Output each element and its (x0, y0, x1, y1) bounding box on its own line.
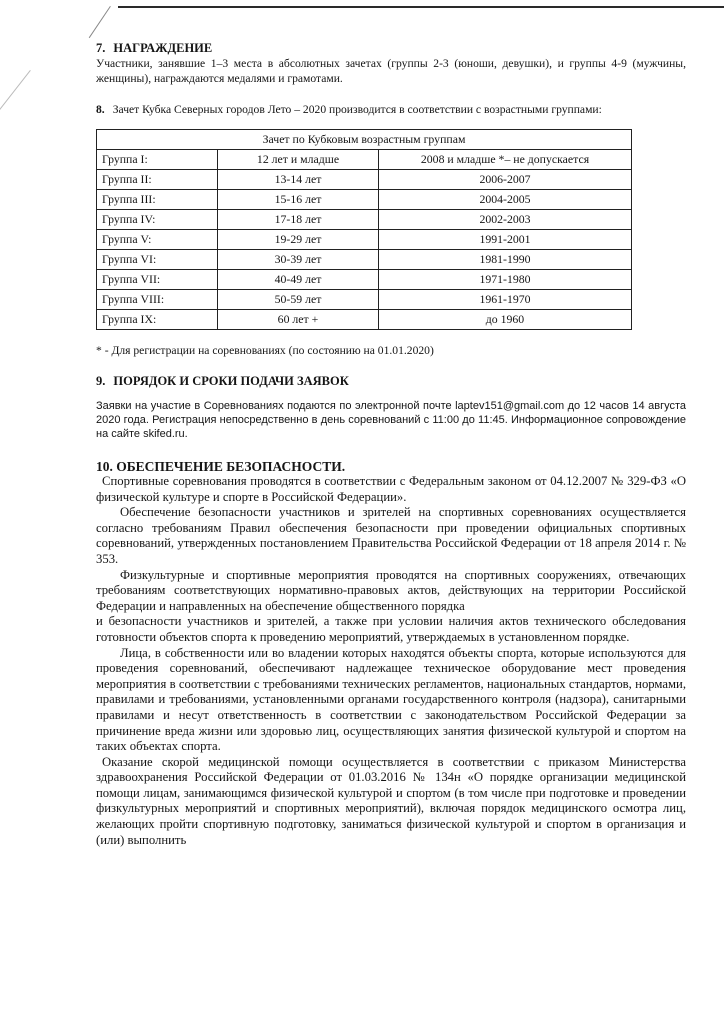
section-10-paragraph-2: Обеспечение безопасности участников и зрителей на спортивных соревнованиях осуществляется согласно требованиям Правил обеспечения безопасности при проведении официальных спортивных соревнований, утвержденных постановлением Правительства Российской Федерации от 18 апреля 2014 г. № 353. (96, 505, 686, 566)
scan-edge-line (118, 6, 724, 8)
section-8-text: Зачет Кубка Северных городов Лето – 2020 производится в соответствии с возрастными группами: (112, 103, 602, 116)
section-9 (96, 374, 686, 441)
section-10-paragraph-5: Оказание скорой медицинской помощи осуществляется в соответствии с приказом Министерства здравоохранения Российской Федерации от 01.03.2016 № 134н «О порядке организации медицинской помощи лицам, занимающимся физической культурой и спортом (в том числе при подготовке и проведении физкультурных мероприятий и спортивных мероприятий), включая порядок медицинского осмотра лиц, желающих пройти спортивную подготовку, заниматься физической культурой и спортом в организация и (или) выполнить (96, 754, 686, 847)
table-row (97, 170, 632, 190)
table-row (97, 210, 632, 230)
section-7-title: НАГРАЖДЕНИЕ (113, 41, 213, 55)
years-cell: 2006-2007 (379, 170, 632, 190)
group-cell: Группа V: (97, 230, 218, 250)
age-cell: 12 лет и младше (218, 150, 379, 170)
years-cell: 1981-1990 (379, 250, 632, 270)
age-groups-table (96, 129, 632, 330)
table-row (97, 230, 632, 250)
section-10 (96, 459, 686, 848)
table-row (97, 310, 632, 330)
years-cell: 1961-1970 (379, 290, 632, 310)
group-cell: Группа IX: (97, 310, 218, 330)
section-10-heading: 10. ОБЕСПЕЧЕНИЕ БЕЗОПАСНОСТИ. (96, 459, 346, 474)
section-9-text: Заявки на участие в Соревнованиях подаются по электронной почте laptev151@gmail.com до 12 часов 14 августа 2020 года. Регистрация непосредственно в день соревнований с 11:00 до 11:45. Информационное сопровождение на сайте skifed.ru. (96, 400, 686, 440)
scan-artifact (0, 70, 31, 127)
table-row (97, 250, 632, 270)
document-page (96, 41, 686, 848)
age-cell: 30-39 лет (218, 250, 379, 270)
table-row (97, 290, 632, 310)
group-cell: Группа VII: (97, 270, 218, 290)
section-9-title: ПОРЯДОК И СРОКИ ПОДАЧИ ЗАЯВОК (113, 374, 349, 388)
section-7-heading (96, 41, 686, 56)
age-cell: 15-16 лет (218, 190, 379, 210)
section-10-paragraph-3a: Физкультурные и спортивные мероприятия проводятся на спортивных сооружениях, отвечающих требованиям соответствующих нормативно-правовых актов, действующих на территории Российской Федерации и направленных на обеспечение общественного порядка (96, 567, 686, 613)
years-cell: 1991-2001 (379, 230, 632, 250)
section-10-paragraph-4: Лица, в собственности или во владении которых находятся объекты спорта, которые используются для проведения соревнований, обеспечивают надлежащее техническое оборудование мест проведения мероприятия в соответствии с требованиями технических регламентов, национальных стандартов, нормами, правилами и требованиями, установленными органами государственного контроля (надзора), санитарными правилами и несут ответственность в соответствии с законодательством Российской Федерации за причинение вреда жизни или здоровью лиц, осуществляющих занятия физической культурой и спортом на таких объектах спорта. (96, 645, 686, 754)
group-cell: Группа I: (97, 150, 218, 170)
group-cell: Группа II: (97, 170, 218, 190)
table-header-row (97, 130, 632, 150)
section-8-number: 8. (96, 103, 105, 116)
table-footnote: * - Для регистрации на соревнованиях (по состоянию на 01.01.2020) (96, 344, 434, 357)
years-cell: 2004-2005 (379, 190, 632, 210)
group-cell: Группа VIII: (97, 290, 218, 310)
age-cell: 40-49 лет (218, 270, 379, 290)
section-7 (96, 41, 686, 86)
section-10-paragraph-3b: и безопасности участников и зрителей, а также при условии наличия актов технического обследования готовности объектов спорта к проведению мероприятий, утверждаемых в установленном порядке. (96, 614, 686, 644)
table-row (97, 190, 632, 210)
age-cell: 50-59 лет (218, 290, 379, 310)
section-9-number: 9. (96, 374, 106, 388)
scan-corner-mark (89, 6, 111, 38)
section-7-text: Участники, занявшие 1–3 места в абсолютных зачетах (группы 2-3 (юноши, девушки), и группы 4-9 (мужчины, женщины), награждаются медалями и грамотами. (96, 57, 686, 85)
years-cell: до 1960 (379, 310, 632, 330)
group-cell: Группа III: (97, 190, 218, 210)
section-8-line (96, 102, 686, 117)
age-cell: 13-14 лет (218, 170, 379, 190)
table-header: Зачет по Кубковым возрастным группам (97, 130, 632, 150)
section-9-heading (96, 374, 686, 389)
table-row (97, 150, 632, 170)
age-cell: 19-29 лет (218, 230, 379, 250)
age-cell: 17-18 лет (218, 210, 379, 230)
section-8 (96, 102, 686, 330)
age-cell: 60 лет + (218, 310, 379, 330)
years-cell: 2008 и младше *– не допускается (379, 150, 632, 170)
group-cell: Группа VI: (97, 250, 218, 270)
years-cell: 2002-2003 (379, 210, 632, 230)
group-cell: Группа IV: (97, 210, 218, 230)
section-10-paragraph-1: Спортивные соревнования проводятся в соответствии с Федеральным законом от 04.12.2007 № 329-ФЗ «О физической культуре и спорте в Российской Федерации». (96, 474, 686, 504)
section-7-number: 7. (96, 41, 106, 55)
years-cell: 1971-1980 (379, 270, 632, 290)
table-row (97, 270, 632, 290)
